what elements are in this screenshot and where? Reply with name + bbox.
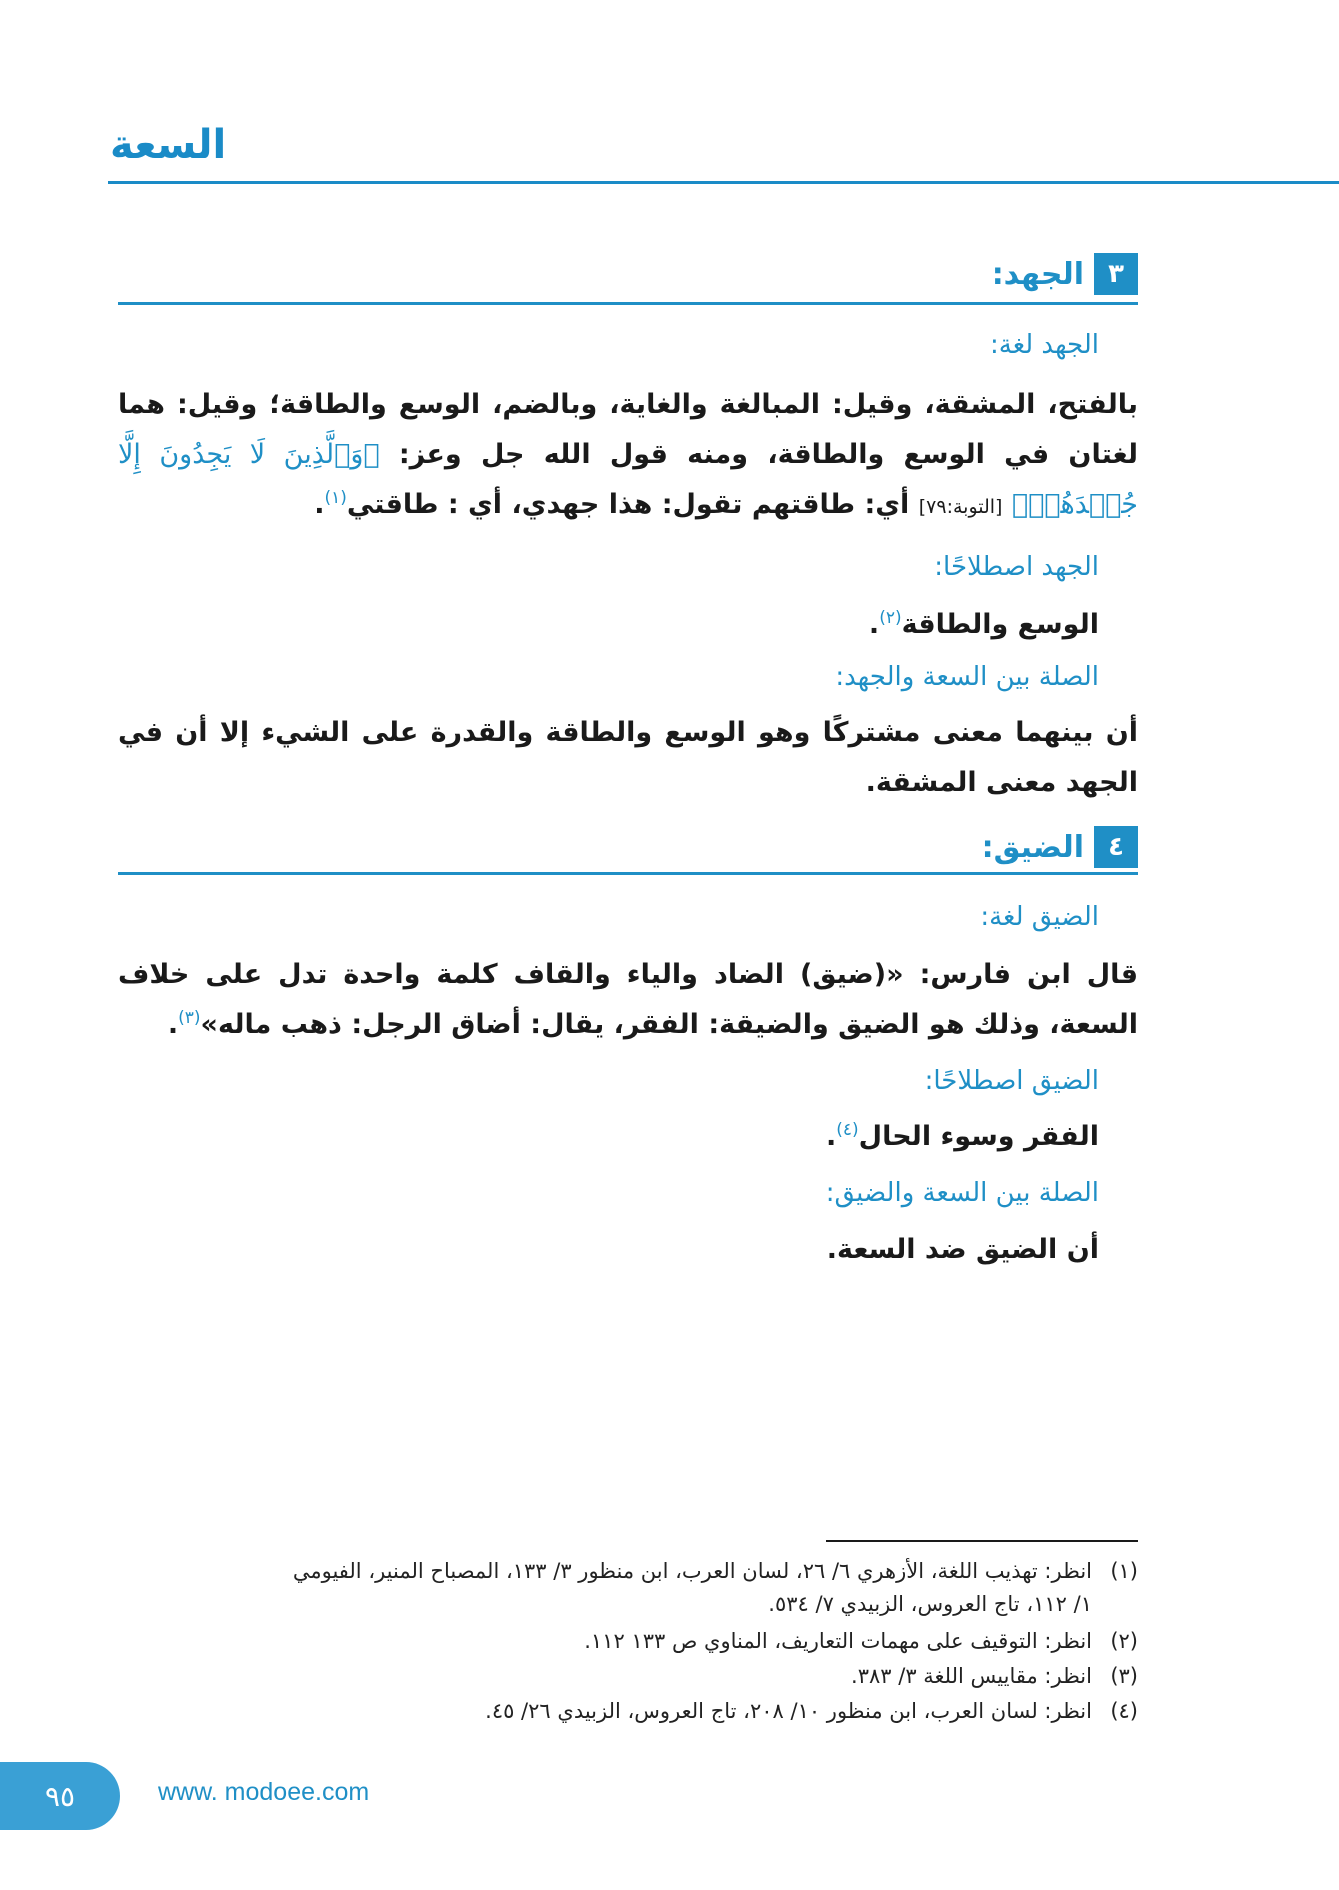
section-4-divider [118,872,1138,875]
footnote-number: (١) [1110,1559,1138,1583]
section-3-number: ٣ [1094,253,1138,295]
quran-ref: [التوبة:٧٩] [918,496,1003,518]
footnote-3 [118,1660,1138,1693]
footnote-text: انظر: تهذيب اللغة، الأزهري ٦/ ٢٦، لسان العرب، ابن منظور ٣/ ١٣٣، المصباح المنير، الفيومي [292,1559,1092,1583]
website-link[interactable]: www. modoee.com [158,1778,370,1806]
section-4-number: ٤ [1094,826,1138,868]
footnote-2 [118,1625,1138,1658]
footnote-1 [118,1555,1138,1621]
section-3-istilah-text: الوسع والطاقة$^{(٢)}$. [868,608,1099,640]
section-4-heading [982,826,1138,868]
section-3-title: الجهد: [991,256,1084,292]
section-4-istilah-label: الضيق اصطلاحًا: [924,1066,1099,1096]
section-4-istilah-text: الفقر وسوء الحال$^{(٤)}$. [825,1120,1099,1152]
section-3-sila-text: أن بينهما معنى مشتركًا وهو الوسع والطاقة والقدرة على الشيء إلا أن في الجهد معنى المشقة. [118,717,1138,798]
lugha-text: قال ابن فارس: «(ضيق) الضاد والياء والقاف كلمة واحدة تدل على خلاف السعة، وذلك هو الضيق والضيقة: الفقر، يقال: أضاق الرجل: ذهب ماله» [118,959,1138,1040]
footnote-4 [118,1695,1138,1728]
section-3-istilah-label: الجهد اصطلاحًا: [934,552,1099,582]
istilah-text: الفقر وسوء الحال [858,1121,1099,1152]
footnote-text: انظر: التوقيف على مهمات التعاريف، المناوي ص ١٣٣ ١١٢. [584,1629,1092,1653]
lugha-p1: بالفتح، المشقة، وقيل: المبالغة والغاية، وبالضم، الوسع والطاقة؛ وقيل: هما لغتان في الوسع والطاقة، ومنه قول الله جل وعز: [118,389,1138,470]
footnote-text: انظر: لسان العرب، ابن منظور ١٠/ ٢٠٨، تاج العروس، الزبيدي ٢٦/ ٤٥. [485,1699,1092,1723]
footnote-ref-3[interactable]: (٣) [178,1008,201,1028]
footnote-ref-1[interactable]: (١) [324,488,347,508]
footnote-number: (٢) [1110,1629,1138,1653]
istilah-text: الوسع والطاقة [901,609,1099,640]
section-3-divider [118,302,1138,305]
section-3-heading [992,253,1138,295]
section-4-lugha-label: الضيق لغة: [980,902,1099,932]
footnote-number: (٤) [1110,1699,1138,1723]
header-divider [108,181,1339,184]
footnote-separator [826,1540,1138,1542]
quran-verse: ﴿وَٱلَّذِينَ لَا يَجِدُونَ إِلَّا جُهۡدَهُمۡ﴾ [118,439,1138,520]
section-3-sila-label: الصلة بين السعة والجهد: [835,662,1099,692]
page-header-title: السعة [110,122,227,168]
section-3-lugha-label: الجهد لغة: [990,330,1099,360]
section-4-sila-label: الصلة بين السعة والضيق: [825,1178,1099,1208]
footnote-text-cont: ١/ ١١٢، تاج العروس، الزبيدي ٧/ ٥٣٤. [768,1592,1092,1616]
section-4-lugha-text: قال ابن فارس: «(ضيق) الضاد والياء والقاف كلمة واحدة تدل على خلاف السعة، وذلك هو الضيق والضيقة: الفقر، يقال: أضاق الرجل: ذهب ماله»$^{(٣)}$. [118,959,1138,1040]
footnote-ref-2[interactable]: (٢) [879,608,902,628]
footnote-text: انظر: مقاييس اللغة ٣/ ٣٨٣. [851,1664,1092,1688]
footnote-number: (٣) [1110,1664,1138,1688]
section-4-title: الضيق: [981,829,1084,865]
section-3-lugha-text: بالفتح، المشقة، وقيل: المبالغة والغاية، وبالضم، الوسع والطاقة؛ وقيل: هما لغتان في الوسع والطاقة، ومنه قول الله جل وعز: ﴿وَٱلَّذِينَ لَا يَجِدُونَ إِلَّا جُهۡدَهُمۡ﴾ [التوبة:٧٩] أي: طاقتهم تقول: هذا جهدي، أي : طاقتي$^{(١)}$. [118,389,1138,520]
footnote-ref-4[interactable]: (٤) [836,1120,859,1140]
lugha-p2: أي: طاقتهم تقول: هذا جهدي، أي : طاقتي [346,489,910,520]
page-number-badge: ٩٥ [0,1762,120,1830]
section-4-sila-text: أن الضيق ضد السعة. [826,1234,1099,1265]
